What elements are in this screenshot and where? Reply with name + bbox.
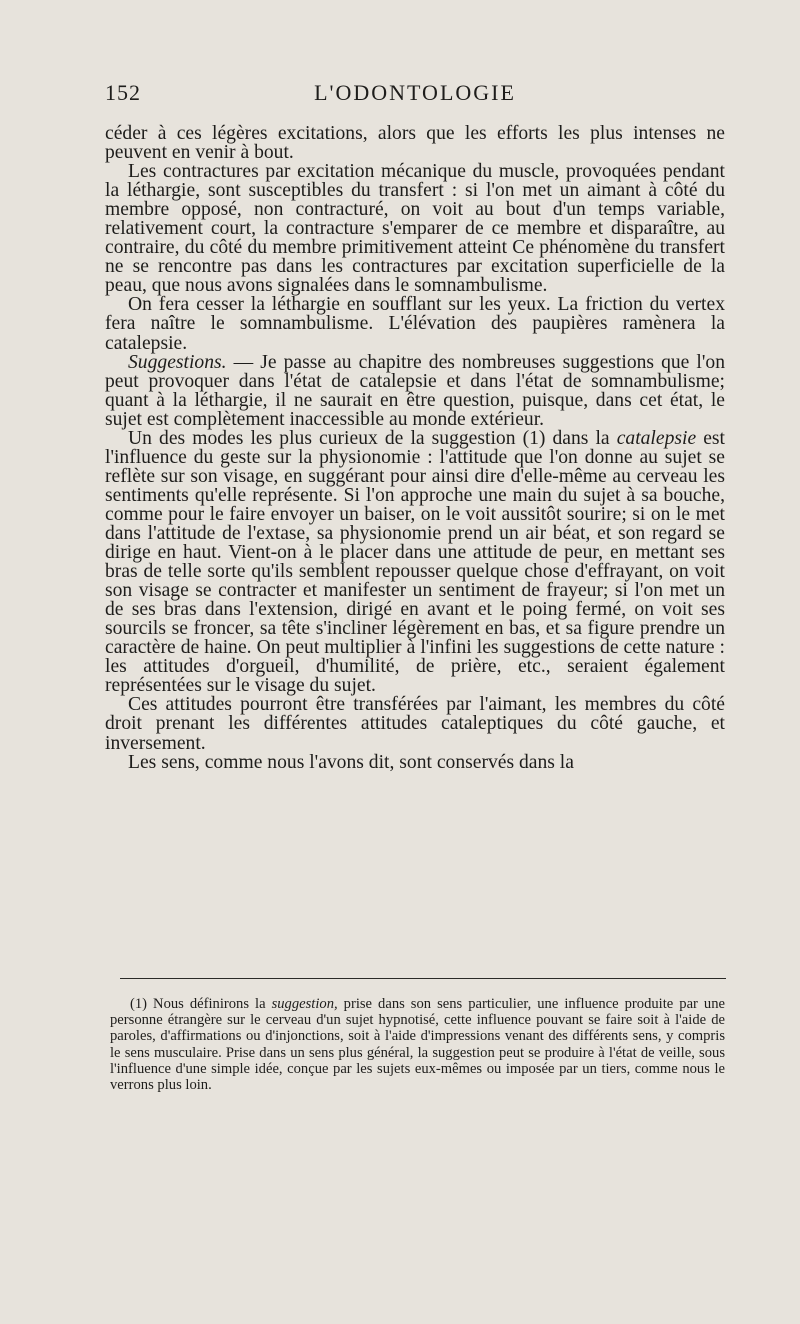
footnote-emphasis: suggestion, [271,996,338,1012]
footnote-1 [110,996,725,1093]
main-text [105,124,725,772]
paragraph-3: On fera cesser la léthargie en soufflant sur les yeux. La friction du vertex fera naître le somnambulisme. L'élévation des paupières ramènera la catalepsie. [105,294,725,354]
footnote-divider [120,978,726,979]
page-header [105,80,725,110]
paragraph-4-text: — Je passe au chapitre des nombreuses suggestions que l'on peut provoquer dans l'état de catalepsie et dans l'état de somnambulisme; quant à la léthargie, il ne saurait en être question, puisque, dans cet état, le sujet est complètement inaccessible au monde extérieur. [105,351,725,430]
paragraph-5-start: Un des modes les plus curieux de la suggestion (1) dans la [128,427,617,449]
page-number: 152 [105,80,141,105]
paragraph-6: Ces attitudes pourront être transférées par l'aimant, les membres du côté droit prenant les différentes attitudes cataleptiques du côté gauche, et inversement. [105,694,725,754]
footnote-start: (1) Nous définirons la [130,996,272,1012]
paragraph-5-rest: est l'influence du geste sur la physionomie : l'attitude que l'on donne au sujet se reflète sur son visage, en suggérant pour ainsi dire d'elle-même au cerveau les sentiments qu'elle représente. Si l'on approche une main du sujet à sa bouche, comme pour le faire envoyer un baiser, on le voit aussitôt sourire; si on le met dans l'attitude de l'extase, sa physionomie prend un air béat, et son regard se dirige en haut. Vient-on à le placer dans une attitude de peur, en mettant ses bras de telle sorte qu'ils semblent repousser quelque chose d'effrayant, on voit son visage se contracter et manifester un sentiment de frayeur; si l'on met un de ses bras dans l'extension, dirigé en avant et le poing fermé, on voit ses sourcils se froncer, sa tête s'incliner légèrement en bas, et sa figure prendre un caractère de haine. On peut multiplier à l'infini les suggestions de cette nature : les attitudes d'orgueil, d'humilité, de prière, etc., seraient également représentées sur le visage du sujet. [105,427,725,697]
section-title-suggestions: Suggestions. [128,351,227,373]
paragraph-5 [105,429,725,696]
running-title: L'ODONTOLOGIE [314,80,516,105]
paragraph-7: Les sens, comme nous l'avons dit, sont conservés dans la [128,751,574,773]
footnote-rest: prise dans son sens particulier, une influence produite par une personne étrangère sur le cerveau d'un sujet hypnotisé, cette influence pouvant se faire soit à l'aide de paroles, d'affirmations ou d'injonctions, soit à l'aide d'impressions venant des différents sens, y compris le sens musculaire. Prise dans un sens plus général, la suggestion peut se produire à l'état de veille, sous l'influence d'une simple idée, conçue par les sujets eux-mêmes ou imposée par un tiers, comme nous le verrons plus loin. [110,996,725,1094]
paragraph-2: Les contractures par excitation mécanique du muscle, provoquées pendant la léthargie, sont susceptibles du transfert : si l'on met un aimant à côté du membre opposé, non contracturé, on voit au bout d'un temps variable, relativement court, la contracture s'emparer de ce membre et disparaître, au contraire, du côté du membre primitivement atteint Ce phénomène du transfert ne se rencontre pas dans les contractures par excitation superficielle de la peau, que nous avons signalées dans le somnambulisme. [105,161,725,297]
footnote [110,996,725,1093]
paragraph-1: céder à ces légères excitations, alors que les efforts les plus intenses ne peuvent en venir à bout. [105,123,725,164]
emphasis-catalepsie: catalepsie [616,427,697,449]
paragraph-4 [105,353,725,429]
